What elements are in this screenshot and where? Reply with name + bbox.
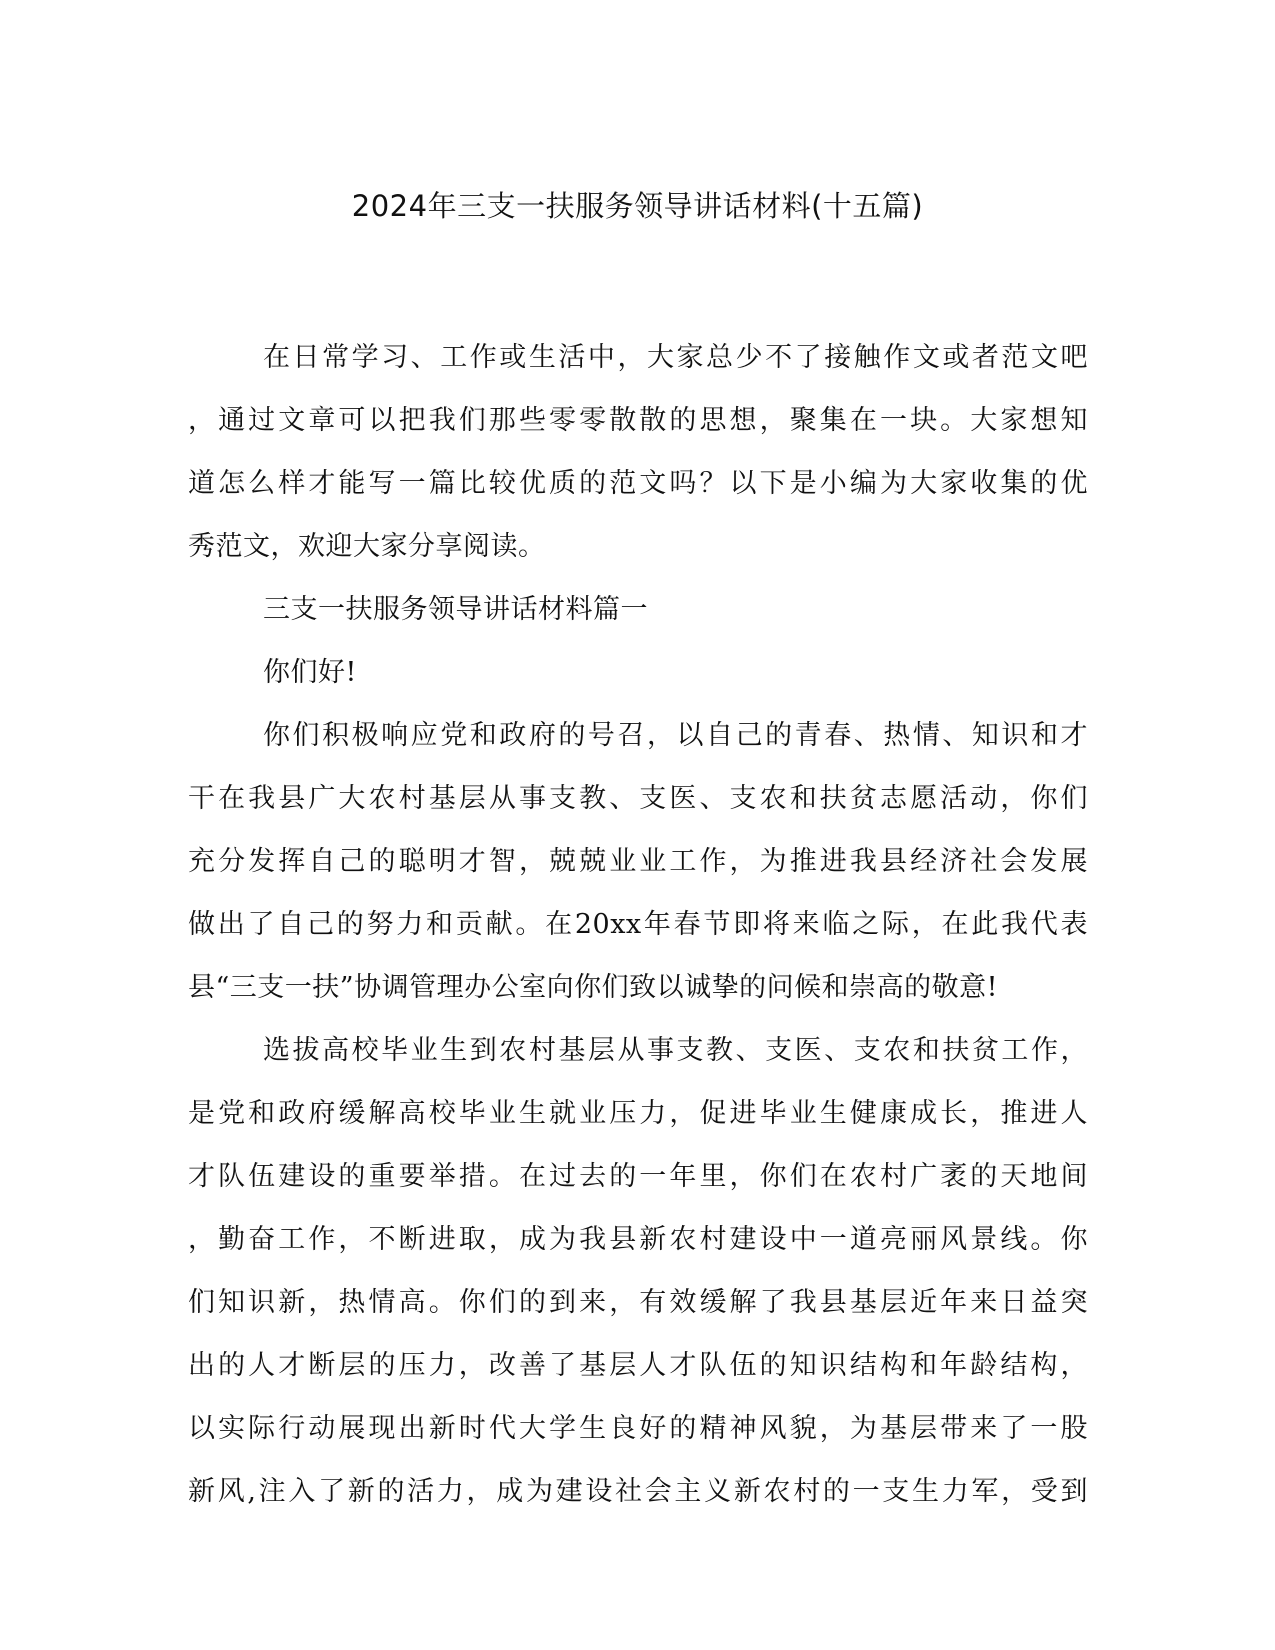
body-text-line: 出的人才断层的压力，改善了基层人才队伍的知识结构和年龄结构， [188,1350,1088,1381]
body-text-line: 道怎么样才能写一篇比较优质的范文吗？以下是小编为大家收集的优 [188,468,1088,499]
body-text-line: 你们积极响应党和政府的号召，以自己的青春、热情、知识和才 [263,720,1088,751]
body-text-line: 新风,注入了新的活力，成为建设社会主义新农村的一支生力军，受到 [188,1476,1088,1507]
body-text-line: 以实际行动展现出新时代大学生良好的精神风貌，为基层带来了一股 [188,1413,1088,1444]
body-text-line: 们知识新，热情高。你们的到来，有效缓解了我县基层近年来日益突 [188,1287,1088,1318]
body-text-line: 做出了自己的努力和贡献。在20xx年春节即将来临之际，在此我代表 [188,909,1088,940]
body-text-line: ，通过文章可以把我们那些零零散散的思想，聚集在一块。大家想知 [188,405,1088,436]
body-text-line: 你们好! [263,657,357,688]
body-text-line: 干在我县广大农村基层从事支教、支医、支农和扶贫志愿活动，你们 [188,783,1088,814]
body-text-line: ，勤奋工作，不断进取，成为我县新农村建设中一道亮丽风景线。你 [188,1224,1088,1255]
document-body [188,326,1088,1523]
body-text-line: 三支一扶服务领导讲话材料篇一 [263,594,648,625]
body-text-line: 是党和政府缓解高校毕业生就业压力，促进毕业生健康成长，推进人 [188,1098,1088,1129]
body-text-line: 才队伍建设的重要举措。在过去的一年里，你们在农村广袤的天地间 [188,1161,1088,1192]
body-text-line: 在日常学习、工作或生活中，大家总少不了接触作文或者范文吧 [263,342,1088,373]
body-text-line: 充分发挥自己的聪明才智，兢兢业业工作，为推进我县经济社会发展 [188,846,1088,877]
document-title: 2024年三支一扶服务领导讲话材料(十五篇) [351,189,924,223]
body-text-line: 秀范文，欢迎大家分享阅读。 [188,531,546,562]
body-text-line: 选拔高校毕业生到农村基层从事支教、支医、支农和扶贫工作， [263,1035,1088,1066]
body-text-line: 县“三支一扶”协调管理办公室向你们致以诚挚的问候和崇高的敬意! [188,972,998,1003]
